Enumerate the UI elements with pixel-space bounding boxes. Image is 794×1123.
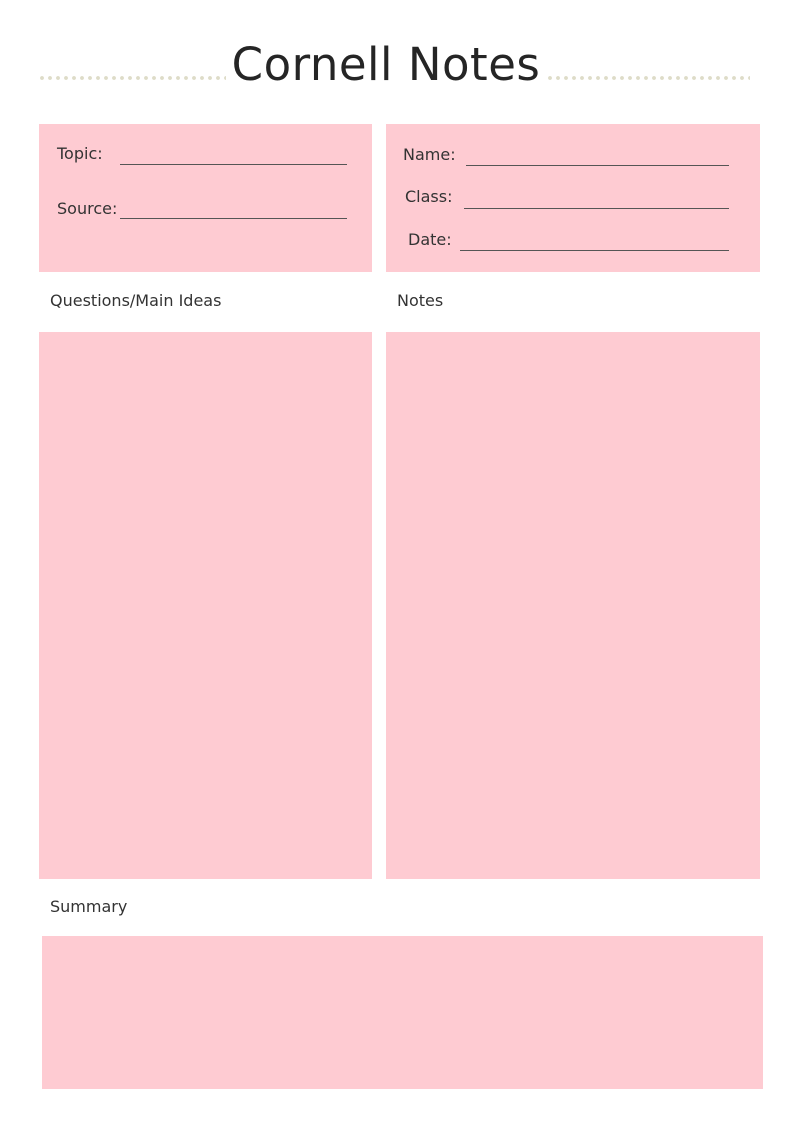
summary-area[interactable] xyxy=(42,936,763,1089)
title-row xyxy=(38,40,750,100)
topic-label: Topic: xyxy=(57,144,103,163)
class-field[interactable] xyxy=(464,208,729,209)
class-label: Class: xyxy=(405,187,453,206)
date-label: Date: xyxy=(408,230,452,249)
page-title: Cornell Notes xyxy=(231,38,541,91)
dotted-divider-right xyxy=(546,75,750,81)
summary-heading: Summary xyxy=(50,897,128,916)
name-label: Name: xyxy=(403,145,456,164)
topic-source-panel xyxy=(39,124,372,272)
date-field[interactable] xyxy=(460,250,729,251)
notes-area[interactable] xyxy=(386,332,760,879)
topic-field[interactable] xyxy=(120,164,347,165)
dotted-divider-left xyxy=(38,75,226,81)
name-field[interactable] xyxy=(466,165,729,166)
name-class-date-panel xyxy=(386,124,760,272)
questions-heading: Questions/Main Ideas xyxy=(50,291,222,310)
notes-heading: Notes xyxy=(397,291,444,310)
source-label: Source: xyxy=(57,199,118,218)
source-field[interactable] xyxy=(120,218,347,219)
questions-area[interactable] xyxy=(39,332,372,879)
